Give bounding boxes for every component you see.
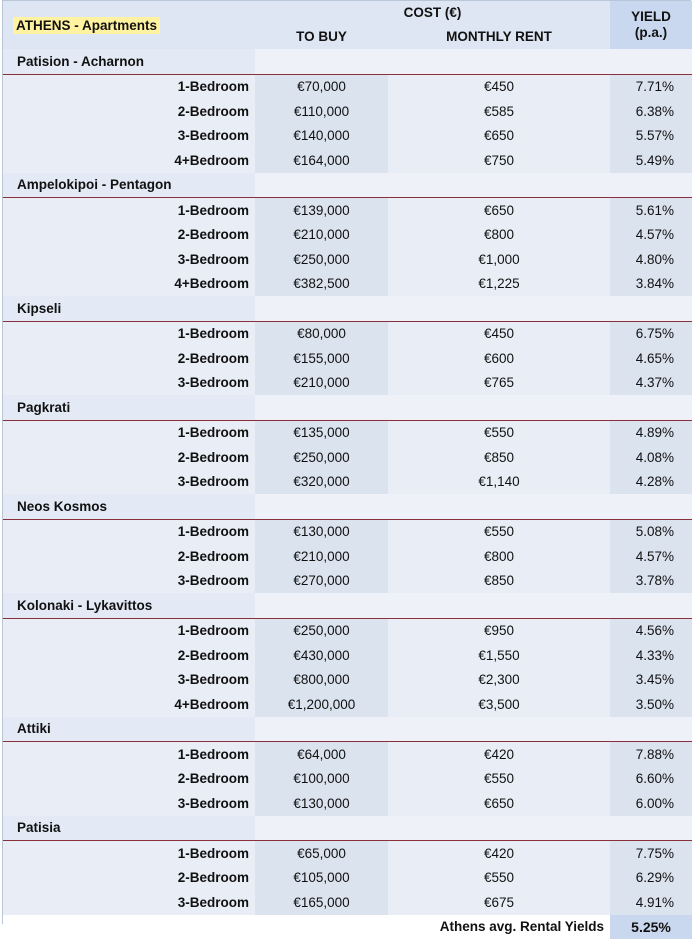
- bedroom-type: 1-Bedroom: [3, 420, 255, 445]
- monthly-rent: €550: [388, 420, 610, 445]
- area-header-blank-buy: [255, 296, 388, 321]
- yield-table-container: [2, 0, 691, 924]
- area-header-blank-buy: [255, 49, 388, 74]
- bedroom-type: 2-Bedroom: [3, 346, 255, 371]
- monthly-rent: €650: [388, 198, 610, 223]
- buy-price: €382,500: [255, 272, 388, 297]
- table-title: ATHENS - Apartments: [13, 17, 160, 34]
- rental-yield: 5.08%: [610, 519, 692, 544]
- table-row: [3, 519, 692, 544]
- buy-price: €110,000: [255, 99, 388, 124]
- rental-yield: 4.28%: [610, 470, 692, 495]
- table-row: [3, 371, 692, 396]
- bedroom-type: 3-Bedroom: [3, 371, 255, 396]
- to-buy-header: TO BUY: [255, 23, 388, 49]
- rental-yield: 7.88%: [610, 742, 692, 767]
- monthly-rent: €585: [388, 99, 610, 124]
- buy-price: €139,000: [255, 198, 388, 223]
- area-header-blank-buy: [255, 494, 388, 519]
- buy-price: €80,000: [255, 321, 388, 346]
- yield-header-line1: YIELD: [610, 9, 692, 25]
- area-header-blank-rent: [388, 816, 610, 841]
- table-row: [3, 346, 692, 371]
- bedroom-type: 2-Bedroom: [3, 643, 255, 668]
- monthly-rent: €750: [388, 148, 610, 173]
- table-row: [3, 742, 692, 767]
- monthly-rent: €3,500: [388, 692, 610, 717]
- area-header-row: [3, 593, 692, 618]
- monthly-rent: €675: [388, 890, 610, 915]
- rental-yield: 4.91%: [610, 890, 692, 915]
- table-row: [3, 544, 692, 569]
- table-row: [3, 618, 692, 643]
- rental-yield: 5.49%: [610, 148, 692, 173]
- area-header-row: [3, 296, 692, 321]
- monthly-rent: €1,000: [388, 247, 610, 272]
- area-name: Neos Kosmos: [3, 494, 255, 519]
- area-header-blank-buy: [255, 816, 388, 841]
- buy-price: €210,000: [255, 223, 388, 248]
- rental-yield: 6.00%: [610, 791, 692, 816]
- rental-yield: 4.57%: [610, 223, 692, 248]
- buy-price: €70,000: [255, 74, 388, 99]
- area-header-blank-buy: [255, 593, 388, 618]
- bedroom-type: 3-Bedroom: [3, 668, 255, 693]
- buy-price: €320,000: [255, 470, 388, 495]
- rental-yield: 3.50%: [610, 692, 692, 717]
- bedroom-type: 1-Bedroom: [3, 321, 255, 346]
- rental-yield: 4.37%: [610, 371, 692, 396]
- buy-price: €210,000: [255, 371, 388, 396]
- monthly-rent: €800: [388, 544, 610, 569]
- rental-yield: 3.78%: [610, 569, 692, 594]
- monthly-rent: €550: [388, 866, 610, 891]
- cost-header: COST (€): [255, 1, 610, 23]
- monthly-rent: €1,550: [388, 643, 610, 668]
- rental-yield: 4.57%: [610, 544, 692, 569]
- area-name: Ampelokipoi - Pentagon: [3, 173, 255, 198]
- rental-yield: 5.61%: [610, 198, 692, 223]
- table-row: [3, 74, 692, 99]
- buy-price: €1,200,000: [255, 692, 388, 717]
- buy-price: €64,000: [255, 742, 388, 767]
- buy-price: €210,000: [255, 544, 388, 569]
- bedroom-type: 1-Bedroom: [3, 74, 255, 99]
- area-name: Attiki: [3, 717, 255, 742]
- area-header-blank-yield: [610, 296, 692, 321]
- rental-yield: 4.80%: [610, 247, 692, 272]
- monthly-rent: €420: [388, 841, 610, 866]
- area-header-row: [3, 395, 692, 420]
- footer-row: [3, 915, 692, 939]
- monthly-rent: €1,140: [388, 470, 610, 495]
- monthly-rent: €650: [388, 791, 610, 816]
- table-row: [3, 420, 692, 445]
- table-row: [3, 643, 692, 668]
- monthly-rent-header: MONTHLY RENT: [388, 23, 610, 49]
- table-row: [3, 692, 692, 717]
- rental-yield: 4.08%: [610, 445, 692, 470]
- area-header-blank-buy: [255, 395, 388, 420]
- bedroom-type: 1-Bedroom: [3, 519, 255, 544]
- buy-price: €250,000: [255, 445, 388, 470]
- area-header-blank-yield: [610, 494, 692, 519]
- area-header-blank-rent: [388, 49, 610, 74]
- buy-price: €250,000: [255, 247, 388, 272]
- table-row: [3, 445, 692, 470]
- rental-yield: 7.71%: [610, 74, 692, 99]
- area-header-row: [3, 717, 692, 742]
- bedroom-type: 3-Bedroom: [3, 124, 255, 149]
- table-row: [3, 470, 692, 495]
- table-row: [3, 791, 692, 816]
- bedroom-type: 1-Bedroom: [3, 841, 255, 866]
- bedroom-type: 1-Bedroom: [3, 198, 255, 223]
- monthly-rent: €850: [388, 569, 610, 594]
- area-header-blank-rent: [388, 717, 610, 742]
- table-row: [3, 890, 692, 915]
- buy-price: €155,000: [255, 346, 388, 371]
- bedroom-type: 3-Bedroom: [3, 890, 255, 915]
- monthly-rent: €950: [388, 618, 610, 643]
- rental-yield: 6.38%: [610, 99, 692, 124]
- area-header-row: [3, 49, 692, 74]
- bedroom-type: 4+Bedroom: [3, 692, 255, 717]
- area-header-blank-buy: [255, 173, 388, 198]
- monthly-rent: €450: [388, 74, 610, 99]
- buy-price: €164,000: [255, 148, 388, 173]
- area-name: Kolonaki - Lykavittos: [3, 593, 255, 618]
- table-row: [3, 198, 692, 223]
- bedroom-type: 1-Bedroom: [3, 618, 255, 643]
- rental-yield: 6.60%: [610, 767, 692, 792]
- rental-yield: 6.29%: [610, 866, 692, 891]
- monthly-rent: €2,300: [388, 668, 610, 693]
- area-header-row: [3, 173, 692, 198]
- table-row: [3, 247, 692, 272]
- yield-header-line2: (p.a.): [610, 25, 692, 41]
- yield-header: [610, 1, 692, 49]
- bedroom-type: 4+Bedroom: [3, 148, 255, 173]
- monthly-rent: €420: [388, 742, 610, 767]
- table-title-cell: [3, 1, 255, 49]
- bedroom-type: 3-Bedroom: [3, 569, 255, 594]
- area-header-blank-rent: [388, 593, 610, 618]
- monthly-rent: €850: [388, 445, 610, 470]
- buy-price: €430,000: [255, 643, 388, 668]
- area-header-blank-rent: [388, 494, 610, 519]
- monthly-rent: €800: [388, 223, 610, 248]
- table-row: [3, 841, 692, 866]
- buy-price: €130,000: [255, 791, 388, 816]
- rental-yield: 3.84%: [610, 272, 692, 297]
- buy-price: €130,000: [255, 519, 388, 544]
- area-header-blank-yield: [610, 816, 692, 841]
- bedroom-type: 3-Bedroom: [3, 247, 255, 272]
- buy-price: €270,000: [255, 569, 388, 594]
- bedroom-type: 2-Bedroom: [3, 544, 255, 569]
- buy-price: €105,000: [255, 866, 388, 891]
- area-header-blank-yield: [610, 173, 692, 198]
- table-row: [3, 866, 692, 891]
- monthly-rent: €1,225: [388, 272, 610, 297]
- athens-apartments-table: [3, 1, 692, 939]
- monthly-rent: €600: [388, 346, 610, 371]
- area-header-blank-yield: [610, 395, 692, 420]
- bedroom-type: 1-Bedroom: [3, 742, 255, 767]
- area-header-blank-buy: [255, 717, 388, 742]
- bedroom-type: 3-Bedroom: [3, 791, 255, 816]
- table-row: [3, 668, 692, 693]
- area-name: Patisia: [3, 816, 255, 841]
- table-row: [3, 767, 692, 792]
- rental-yield: 4.65%: [610, 346, 692, 371]
- bedroom-type: 2-Bedroom: [3, 223, 255, 248]
- buy-price: €135,000: [255, 420, 388, 445]
- monthly-rent: €550: [388, 767, 610, 792]
- rental-yield: 7.75%: [610, 841, 692, 866]
- buy-price: €140,000: [255, 124, 388, 149]
- area-header-blank-rent: [388, 296, 610, 321]
- rental-yield: 6.75%: [610, 321, 692, 346]
- rental-yield: 3.45%: [610, 668, 692, 693]
- avg-yield-value: 5.25%: [610, 915, 692, 939]
- buy-price: €100,000: [255, 767, 388, 792]
- monthly-rent: €450: [388, 321, 610, 346]
- area-header-blank-yield: [610, 593, 692, 618]
- buy-price: €250,000: [255, 618, 388, 643]
- area-header-row: [3, 816, 692, 841]
- bedroom-type: 2-Bedroom: [3, 767, 255, 792]
- buy-price: €165,000: [255, 890, 388, 915]
- rental-yield: 4.56%: [610, 618, 692, 643]
- rental-yield: 4.33%: [610, 643, 692, 668]
- area-header-blank-yield: [610, 717, 692, 742]
- table-row: [3, 321, 692, 346]
- rental-yield: 4.89%: [610, 420, 692, 445]
- table-row: [3, 272, 692, 297]
- buy-price: €800,000: [255, 668, 388, 693]
- buy-price: €65,000: [255, 841, 388, 866]
- avg-yield-label: Athens avg. Rental Yields: [3, 915, 610, 939]
- table-row: [3, 99, 692, 124]
- table-row: [3, 569, 692, 594]
- table-row: [3, 148, 692, 173]
- bedroom-type: 2-Bedroom: [3, 866, 255, 891]
- header-row-top: [3, 1, 692, 23]
- monthly-rent: €765: [388, 371, 610, 396]
- bedroom-type: 3-Bedroom: [3, 470, 255, 495]
- area-header-blank-rent: [388, 395, 610, 420]
- bedroom-type: 4+Bedroom: [3, 272, 255, 297]
- table-row: [3, 124, 692, 149]
- bedroom-type: 2-Bedroom: [3, 445, 255, 470]
- area-name: Patision - Acharnon: [3, 49, 255, 74]
- bedroom-type: 2-Bedroom: [3, 99, 255, 124]
- rental-yield: 5.57%: [610, 124, 692, 149]
- monthly-rent: €550: [388, 519, 610, 544]
- area-header-row: [3, 494, 692, 519]
- area-header-blank-yield: [610, 49, 692, 74]
- area-name: Kipseli: [3, 296, 255, 321]
- table-row: [3, 223, 692, 248]
- area-header-blank-rent: [388, 173, 610, 198]
- area-name: Pagkrati: [3, 395, 255, 420]
- monthly-rent: €650: [388, 124, 610, 149]
